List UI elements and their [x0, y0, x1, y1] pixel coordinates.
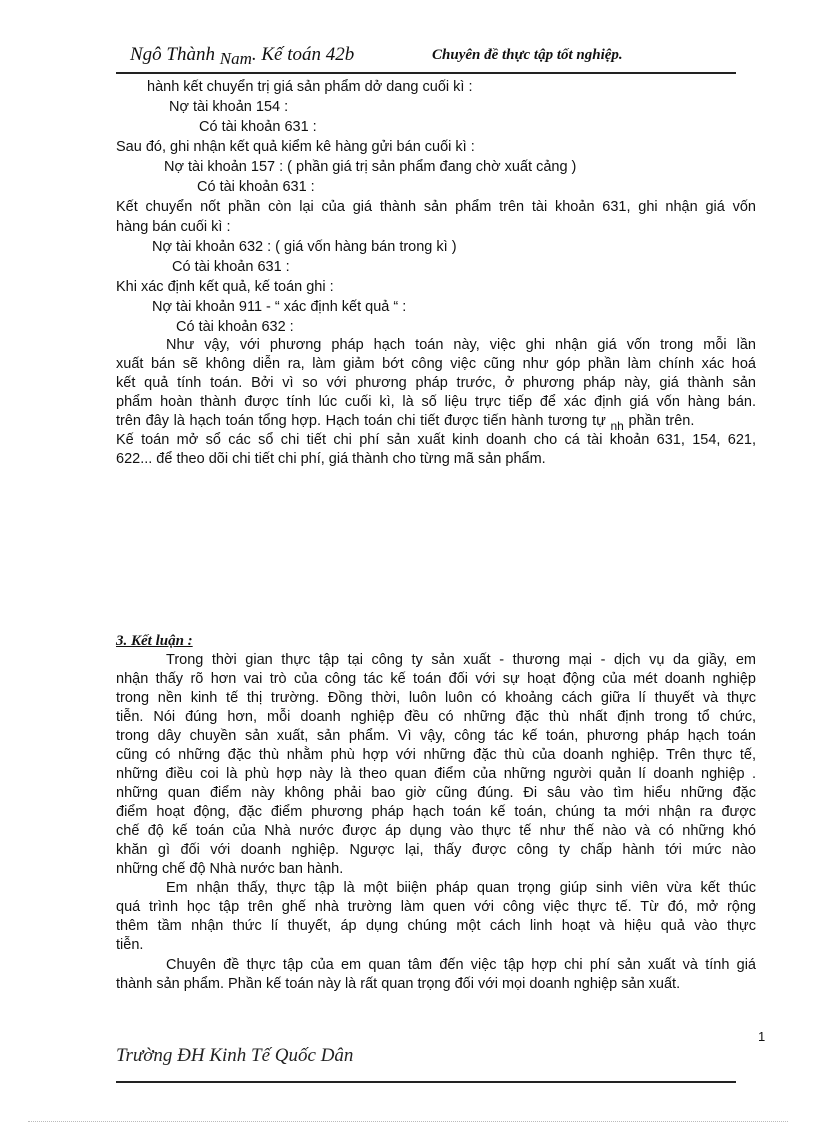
body-line: Khi xác định kết quả, kế toán ghi :	[116, 279, 334, 295]
section-line: quá trình học tập trên ghế nhà trường làm quen với công việc thực tế. Từ đó, mở rộng	[116, 899, 756, 915]
section-heading: 3. Kết luận :	[116, 633, 193, 649]
section-line: Chuyên đề thực tập của em quan tâm đến việc tập hợp chi phí sản xuất và tính giá	[166, 957, 756, 973]
header-author: Ngô Thành Nam. Kế toán 42b	[130, 44, 355, 68]
section-line: cũng có những đặc thù nhằm phù hợp với những đặc thù của doanh nghiệp. Trên thực tế,	[116, 747, 756, 763]
section-line: Trong thời gian thực tập tại công ty sản xuất - thương mại - dịch vụ da giầy, em	[166, 652, 756, 668]
header-rule	[116, 72, 736, 74]
section-line: thêm tầm nhận thức lí thuyết, áp dụng chúng một cách linh hoạt và hiệu quả vào thực	[116, 918, 756, 934]
body-line: hàng bán cuối kì :	[116, 219, 231, 235]
paragraph-line: phẩm hoàn thành được tính lúc cuối kì, là số liệu trực tiếp để xác định giá vốn hàng bán.	[116, 394, 756, 410]
body-line: Có tài khoản 631 :	[172, 259, 290, 275]
paragraph-line: Kế toán mở sổ các sổ chi tiết chi phí sản xuất kinh doanh cho cá tài khoản 631, 154, 621,	[116, 432, 756, 448]
footer-rule	[116, 1081, 736, 1083]
subscript-text: nh	[610, 419, 624, 433]
body-line: Sau đó, ghi nhận kết quả kiểm kê hàng gửi bán cuối kì :	[116, 139, 475, 155]
body-line: Có tài khoản 631 :	[199, 119, 317, 135]
body-line: Có tài khoản 631 :	[197, 179, 315, 195]
section-line: Em nhận thấy, thực tập là một biiện pháp quan trọng giúp sinh viên vừa kết thúc	[166, 880, 756, 896]
header-author-sub: Nam	[219, 49, 252, 68]
body-line: Nợ tài khoản 632 : ( giá vốn hàng bán trong kì )	[152, 239, 457, 255]
body-line: Nợ tài khoản 154 :	[169, 99, 289, 115]
section-line: trong dây chuyền sản xuất, sản phẩm. Vì vậy, công tác kế toán, phương pháp hạch toán	[116, 728, 756, 744]
section-line: thành sản phẩm. Phần kế toán này là rất quan trọng đối với mọi doanh nghiệp sản xuất.	[116, 976, 681, 992]
paragraph-line: trên đây là hạch toán tổng hợp. Hạch toán chi tiết được tiến hành tương tự $_{nh}$ phần trên.	[116, 413, 695, 433]
section-line: điểm hoạt động, đặc điểm phương pháp hạch toán kế toán, chúng ta mới nhận ra được	[116, 804, 756, 820]
section-line: chế độ kế toán của Nhà nước được áp dụng vào thực tế như thế nào và có những khó	[116, 823, 756, 839]
footer-text: Trường ĐH Kinh Tế Quốc Dân	[116, 1045, 354, 1066]
paragraph-line: xuất bán sẽ không diễn ra, làm giảm bớt công việc cũng như góp phần làm chính xác hoá	[116, 356, 756, 372]
paragraph-line: kết quả tính toán. Bởi vì so với phương pháp trước, ở phương pháp này, giá thành sản	[116, 375, 756, 391]
body-line: Kết chuyển nốt phần còn lại của giá thành sản phẩm trên tài khoản 631, ghi nhận giá vốn	[116, 199, 756, 215]
header-title: Chuyên đề thực tập tốt nghiệp.	[432, 47, 623, 63]
body-line: Nợ tài khoản 157 : ( phần giá trị sản phẩm đang chờ xuất cảng )	[164, 159, 577, 175]
paragraph-line: Như vậy, với phương pháp hạch toán này, việc ghi nhận giá vốn trong mỗi lần	[166, 337, 756, 353]
body-line: Nợ tài khoản 911 - “ xác định kết quả “ :	[152, 299, 407, 315]
paragraph-line: 622... để theo dõi chi tiết chi phí, giá thành cho từng mã sản phẩm.	[116, 451, 546, 467]
section-line: những điều coi là phù hợp này là theo quan điểm của những người quản lí doanh nghiệp .	[116, 766, 756, 782]
section-line: những chế độ Nhà nước ban hành.	[116, 861, 344, 877]
section-line: nhận thấy rõ hơn vai trò của công tác kế toán đối với sự hoạt động của mét doanh nghiệp	[116, 671, 756, 687]
body-line: Có tài khoản 632 :	[176, 319, 294, 335]
header-course: . Kế toán 42b	[251, 44, 355, 65]
page-number: 1	[758, 1029, 766, 1044]
body-line: hành kết chuyển trị giá sản phẩm dở dang cuối kì :	[147, 79, 473, 95]
section-line: tiễn.	[116, 937, 144, 953]
section-line: trong nền kinh tế thị trường. Đồng thời, luôn luôn có khoảng cách giữa lí thuyết và thực	[116, 690, 756, 706]
section-line: khăn gì đối với doanh nghiệp. Ngược lại, thấy được công ty chấp hành tới mức nào	[116, 842, 756, 858]
page-edge-divider	[28, 1121, 788, 1122]
section-line: tiễn. Nói đúng hơn, mỗi doanh nghiệp đều có những đặc thù nhất định trong tổ chức,	[116, 709, 756, 725]
section-line: những quan điểm này không phải bao giờ cũng đúng. Đi sâu vào tìm hiểu những đặc	[116, 785, 756, 801]
